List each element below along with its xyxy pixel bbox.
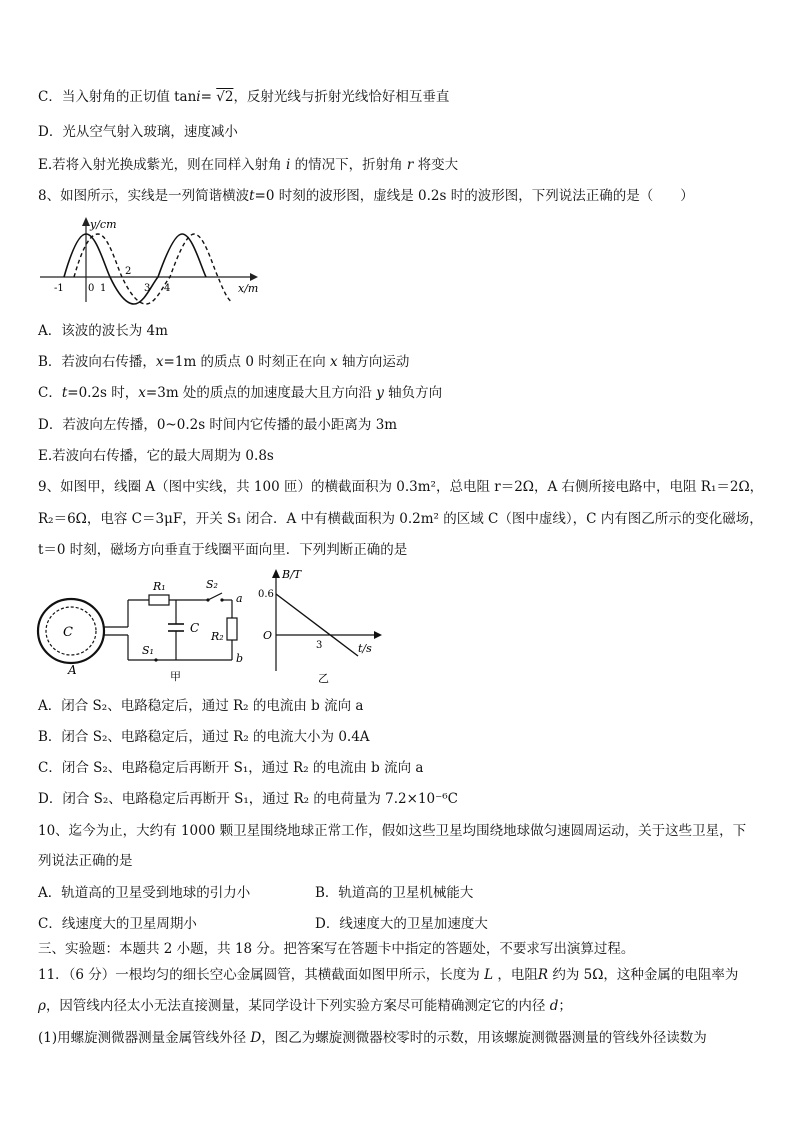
q7-option-e: E.若将入射光换成紫光，则在同样入射角 i 的情况下，折射角 r 将变大 xyxy=(38,157,459,173)
label-a: A xyxy=(68,663,77,677)
q9-stem-line1: 9、如图甲，线圈 A（图中实线，共 100 匝）的横截面积为 0.3m²，总电阻 r＝2Ω，A 右侧所接电路中，电阻 R₁＝2Ω， xyxy=(38,479,764,495)
label-a-point: a xyxy=(236,592,243,605)
resistor-r1 xyxy=(149,595,169,605)
label-r1: R₁ xyxy=(153,580,166,593)
q9-stem-line3: t＝0 时刻，磁场方向垂直于线圈平面向里．下列判断正确的是 xyxy=(38,542,408,558)
t-value-label: 3 xyxy=(316,640,323,651)
q9-stem-line2: R₂＝6Ω，电容 C＝3μF，开关 S₁ 闭合．A 中有横截面积为 0.2m² 的区域 C（图中虚线），C 内有图乙所示的变化磁场， xyxy=(38,511,763,527)
q9-option-c: C．闭合 S₂、电路稳定后再断开 S₁，通过 R₂ 的电流由 b 流向 a xyxy=(38,760,424,776)
q9-option-a: A．闭合 S₂、电路稳定后，通过 R₂ 的电流由 b 流向 a xyxy=(38,698,364,714)
label-s1: S₁ xyxy=(142,644,154,657)
origin-label: O xyxy=(263,629,273,642)
q8-option-e: E.若波向右传播，它的最大周期为 0.8s xyxy=(38,448,274,464)
x-axis-label: x/m xyxy=(238,282,259,295)
q10-option-b: B．轨道高的卫星机械能大 xyxy=(315,885,474,901)
q8-wave-figure xyxy=(38,214,268,306)
q10-stem-line2: 列说法正确的是 xyxy=(38,853,133,869)
t-axis-label: t/s xyxy=(358,642,372,655)
tick-label: 1 xyxy=(100,283,107,294)
q8-option-a: A．该波的波长为 4m xyxy=(38,323,168,339)
tick-label: 2 xyxy=(125,266,132,277)
q7-option-d: D．光从空气射入玻璃，速度减小 xyxy=(38,124,238,140)
q9-circuit-figure xyxy=(36,574,256,686)
q10-option-c: C．线速度大的卫星周期小 xyxy=(38,916,197,932)
label-c: C xyxy=(63,625,73,640)
b-axis-label: B/T xyxy=(282,568,302,581)
q7-option-c: C．当入射角的正切值 tani= √2，反射光线与折射光线恰好相互垂直 xyxy=(38,89,450,105)
b-axis-arrow-icon xyxy=(272,569,280,578)
q8-option-c: C．t=0.2s 时，x=3m 处的质点的加速度最大且方向沿 y 轴负方向 xyxy=(38,385,443,401)
figure-caption-jia: 甲 xyxy=(170,670,181,683)
x-axis-arrow-icon xyxy=(250,273,258,281)
b-value-label: 0.6 xyxy=(258,589,274,600)
q8-option-b: B．若波向右传播，x=1m 的质点 0 时刻正在向 x 轴方向运动 xyxy=(38,354,410,370)
resistor-r2 xyxy=(227,618,237,640)
tick-label: 3 xyxy=(144,283,151,294)
wave-dashed xyxy=(74,234,232,304)
figure-caption-yi: 乙 xyxy=(318,672,329,685)
q10-stem-line1: 10、迄今为止，大约有 1000 颗卫星围绕地球正常工作，假如这些卫星均围绕地球做匀速圆周运动，关于这些卫星，下 xyxy=(38,823,747,839)
tick-label: 0 xyxy=(88,283,95,294)
q10-option-d: D．线速度大的卫星加速度大 xyxy=(315,916,488,932)
q8-option-d: D．若波向左传播，0~0.2s 时间内它传播的最小距离为 3m xyxy=(38,417,398,433)
sqrt2: √2 xyxy=(216,89,234,105)
t-axis-arrow-icon xyxy=(374,631,382,639)
q9-option-d: D．闭合 S₂、电路稳定后再断开 S₁，通过 R₂ 的电荷量为 7.2×10⁻⁶C xyxy=(38,791,459,807)
q9-option-b: B．闭合 S₂、电路稳定后，通过 R₂ 的电流大小为 0.4A xyxy=(38,729,370,745)
q11-stem-line1: 11．（6 分）一根均匀的细长空心金属圆管，其横截面如图甲所示，长度为 L ，电阻R 约为 5Ω，这种金属的电阻率为 xyxy=(38,967,739,983)
q9-bt-graph xyxy=(258,566,388,688)
label-s2: S₂ xyxy=(206,578,218,591)
y-axis-arrow-icon xyxy=(82,217,90,226)
label-capacitor: C xyxy=(190,621,200,635)
section-3-heading: 三、实验题：本题共 2 小题，共 18 分。把答案写在答题卡中指定的答题处，不要求写出演算过程。 xyxy=(38,941,635,957)
switch-s2 xyxy=(208,593,222,600)
wave-solid xyxy=(64,234,206,304)
y-axis-label: y/cm xyxy=(90,218,117,231)
tick-label: 4 xyxy=(164,283,171,294)
q8-stem: 8、如图所示，实线是一列简谐横波t=0 时刻的波形图，虚线是 0.2s 时的波形图，下列说法正确的是（ ） xyxy=(38,188,694,204)
q11-stem-line2: ρ，因管线内径太小无法直接测量，某同学设计下列实验方案尽可能精确测定它的内径 d； xyxy=(38,998,572,1014)
label-r2: R₂ xyxy=(211,630,224,643)
tick-label: -1 xyxy=(54,283,64,294)
label-b-point: b xyxy=(236,652,244,665)
q11-part1: (1)用螺旋测微器测量金属管线外径 D，图乙为螺旋测微器校零时的示数，用该螺旋测微器测量的管线外径读数为 xyxy=(38,1030,707,1046)
q10-option-a: A．轨道高的卫星受到地球的引力小 xyxy=(38,885,251,901)
